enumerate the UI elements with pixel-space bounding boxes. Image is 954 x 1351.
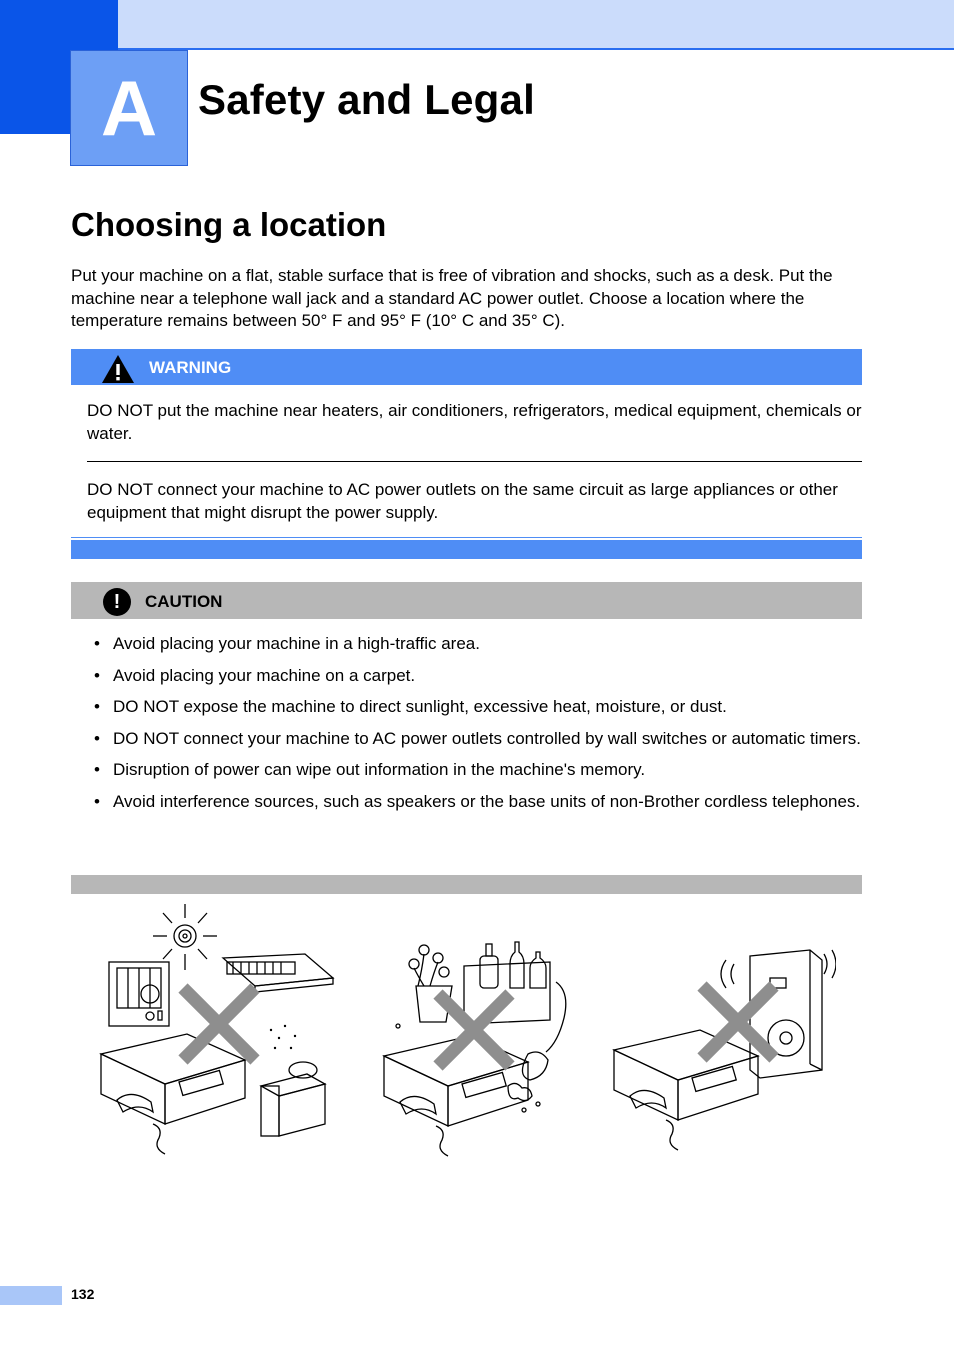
list-item-text: Avoid placing your machine on a carpet. xyxy=(113,665,416,685)
page-number: 132 xyxy=(71,1286,95,1302)
caution-label: CAUTION xyxy=(145,592,223,611)
list-item-text: DO NOT connect your machine to AC power outlets controlled by wall switches or automatic timers. xyxy=(113,728,861,748)
bullet-icon: • xyxy=(94,634,100,653)
chapter-letter: A xyxy=(70,50,188,166)
chapter-title: Safety and Legal xyxy=(198,76,535,123)
list-item xyxy=(90,759,862,781)
divider xyxy=(71,537,862,538)
warning-label: WARNING xyxy=(149,358,232,377)
intro-paragraph: Put your machine on a flat, stable surface that is free of vibration and shocks, such as a desk. Put the machine near a telephone wall jack and a standard AC power outlet. Choose a location where the temperature remains between 50° F and 95° F (10° C and 35° C). xyxy=(71,266,833,330)
list-item xyxy=(90,791,862,813)
warning-end-bar xyxy=(71,540,862,559)
warning-triangle-icon xyxy=(100,353,136,385)
list-item xyxy=(90,665,862,687)
heat-sunlight-illustration xyxy=(95,898,335,1160)
list-item-text: DO NOT expose the machine to direct sunlight, excessive heat, moisture, or dust. xyxy=(113,697,727,716)
list-item-text: Disruption of power can wipe out information in the machine's memory. xyxy=(113,760,646,779)
list-item xyxy=(90,633,862,655)
warning-paragraph: DO NOT connect your machine to AC power outlets on the same circuit as large appliances or other equipment that might disrupt the power supply. xyxy=(87,480,838,522)
caution-list xyxy=(90,633,862,822)
exclamation-icon: ! xyxy=(103,588,131,616)
header-band xyxy=(118,0,954,50)
bullet-icon: • xyxy=(94,760,100,779)
warning-paragraph: DO NOT put the machine near heaters, air conditioners, refrigerators, medical equipment, chemicals or water. xyxy=(87,401,862,443)
caution-end-bar xyxy=(71,875,862,894)
list-item xyxy=(90,728,862,750)
list-item xyxy=(90,696,862,718)
section-title: Choosing a location xyxy=(71,206,387,243)
water-chemicals-illustration xyxy=(378,936,588,1160)
speaker-interference-illustration xyxy=(610,946,836,1160)
bullet-icon: • xyxy=(94,728,100,748)
page-tab xyxy=(0,1286,62,1305)
bullet-icon: • xyxy=(94,665,100,685)
list-item-text: Avoid placing your machine in a high-traffic area. xyxy=(113,634,480,653)
list-item-text: Avoid interference sources, such as speakers or the base units of non-Brother cordless telephones. xyxy=(113,791,861,811)
bullet-icon: • xyxy=(94,791,100,811)
divider xyxy=(87,461,862,462)
bullet-icon: • xyxy=(94,697,100,716)
